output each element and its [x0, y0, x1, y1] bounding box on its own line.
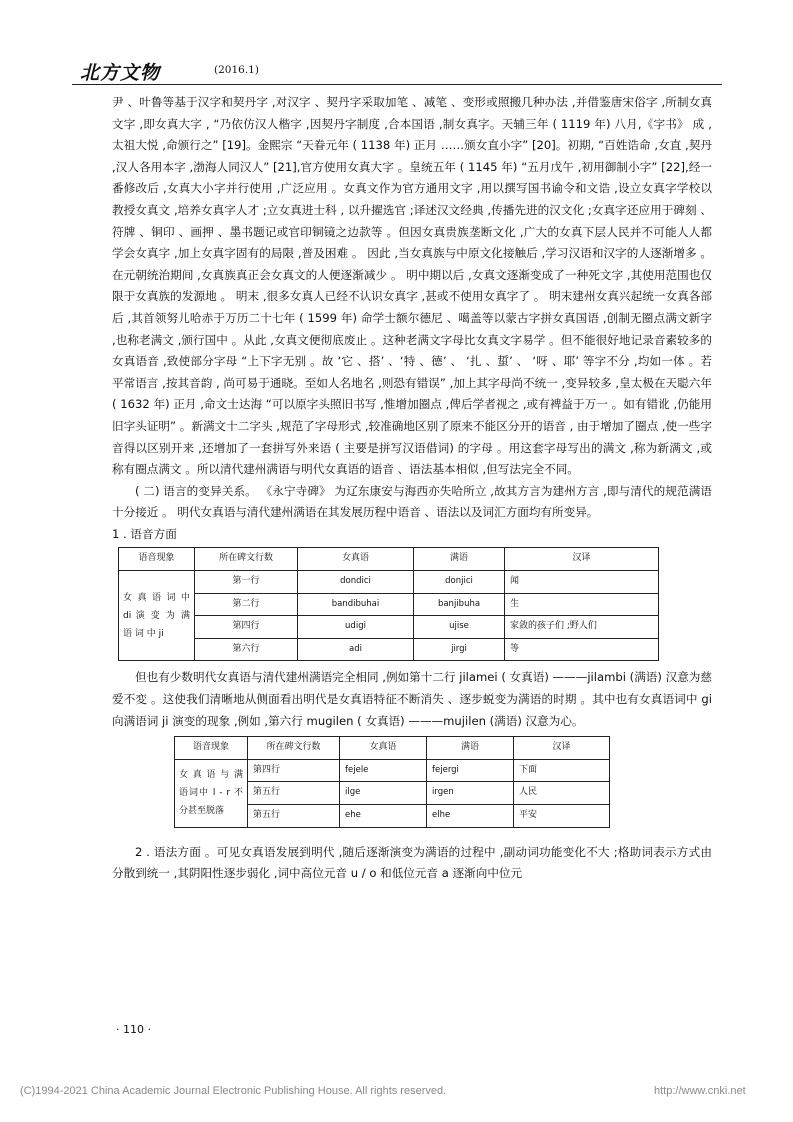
paragraph-1: 尹 、叶鲁等基于汉字和契丹字 ,对汉字 、契丹字采取加笔 、减笔 、变形或照搬几种办法 ,并借鉴唐宋俗字 ,所制女真文字 ,即女真大字 , “乃依仿汉人楷字 ,因契丹字制度 ,合本国语 ,制女真字。天辅三年 ( 1119 年) 八月,《字书》 成 ,太祖大悦 ,命颁行之” [19]。金熙宗 “天眷元年 ( 1138 年) 正月 ……颁女直小字” [20]。初期, “百姓诰命 ,女直 ,契丹 ,汉人各用本字 ,渤海人同汉人” [21],官方使用女真大字 。皇统五年 ( 1145 年) “五月戊午 ,初用御制小字” [22],经一番修改后 ,女真大小字并行使用 ,广泛应用 。女真文作为官方通用文字 ,用以撰写国书谕令和文诰 ,设立女真字学校以教授女真文 ,培养女真字人才 ;立女真进士科 , 以升擢选官 ;译述汉文经典 ,传播先进的汉文化 ;女真字还应用于碑刻 、符牌 、铜印 、画押 、墨书题记或官印铜镜之边款等 。但因女真贵族垄断文化 ,广大的女真下层人民并不可能人人都学会女真字 ,加上女真字固有的局限 ,普及困难 。 因此 ,当女真族与中原文化接触后 ,学习汉语和汉字的人逐渐增多 。在元朝统治期间 ,女真族真正会女真文的人便逐渐减少 。 明中期以后 ,女真文逐渐变成了一种死文字 ,其使用范围也仅限于女真族的发源地 。 明末 ,很多女真人已经不认识女真字 ,甚或不使用女真字了 。 明末建州女真兴起统一女真各部后 ,其首领努儿哈赤于万历二十七年 ( 1599 年) 命学士额尔德尼 、噶盖等以蒙古字拼女真国语 ,创制无圈点满文新字 ,也称老满文 ,颁行国中 。从此 ,女真文便彻底废止 。这种老满文字母比女真文字易学 。但不能很好地记录音素较多的女真语音 ,致使部分字母 “上下字无别 。故 ‘它 、搭’ 、‘特 、德’ 、 ‘扎 、蜇’ 、 ‘呀 、耶’ 等字不分 ,均如一体 。若平常语言 ,按其音韵 , 尚可易于通晓。至如人名地名 ,则恐有错误” ,加上其字母尚不统一 ,变异较多 ,皇太极在天聪六年 ( 1632 年) 正月 ,命文士达海 “可以原字头照旧书写 ,惟增加圈点 ,俾后学者视之 ,或有裨益于万一 。如有错讹 ,仍能用旧字头证明” 。新满文十二字头 ,规范了字母形式 ,较准确地区别了原来不能区分开的语音 , 由于增加了圈点 ,使一些字音得以区别开来 ,还增加了一套拼写外来语 ( 主要是拼写汉语借词) 的字母 。用这套字母写出的满文 ,称为新满文 ,或称有圈点满文 。所以清代建州满语与明代女真语的语音 、语法基本相似 ,但写法完全不同。	[112, 95, 712, 477]
table-row	[175, 759, 610, 782]
chinese-cell: 平安	[514, 805, 610, 828]
journal-header	[72, 50, 722, 85]
line-cell: 第五行	[248, 782, 340, 805]
header-cell: 满语	[427, 737, 514, 760]
page-number: · 110 ·	[116, 1023, 151, 1036]
jurchen-cell: ehe	[340, 805, 427, 828]
paragraph-2: ( 二) 语言的变异关系。 《永宁寺碑》 为辽东康安与海西亦失哈所立 ,故其方言为建州方言 ,即与清代的规范满语十分接近 。 明代女真语与清代建州满语在其发展历程中语音 、语法以及词汇方面均有所变异。	[112, 483, 712, 520]
jurchen-cell: bandibuhai	[298, 593, 414, 616]
line-cell: 第四行	[248, 759, 340, 782]
line-cell: 第二行	[195, 593, 298, 616]
table-row	[119, 593, 659, 616]
table-di-ji	[118, 547, 659, 661]
paragraph-3: 但也有少数明代女真语与清代建州满语完全相同 ,例如第十二行 jilamei ( 女真语) ———jilambi (满语) 汉意为慈爱不変 。这使我们清晰地从侧面看出明代是女真语特征不断消失 、逐步蜕变为满语的时期 。其中也有女真语词中 gi 向满语词 ji 演变的现象 ,例如 ,第六行 mugilen ( 女真语) ———mujilen (满语) 汉意为心。	[112, 670, 712, 728]
jurchen-cell: udigi	[298, 616, 414, 639]
table-row	[119, 571, 659, 594]
issue-number: (2016.1)	[214, 64, 259, 76]
table-l-r	[174, 736, 610, 827]
section-heading-phonetics: 1 . 语音方面	[112, 526, 177, 541]
copyright-notice: (C)1994-2021 China Academic Journal Electronic Publishing House. All rights reserved.	[20, 1085, 447, 1097]
chinese-cell: 家敛的孩子们 ;野人们	[505, 616, 659, 639]
manchu-cell: banjibuha	[414, 593, 505, 616]
header-cell: 女真语	[340, 737, 427, 760]
manchu-cell: donjici	[414, 571, 505, 594]
chinese-cell: 人民	[514, 782, 610, 805]
manchu-cell: fejergi	[427, 759, 514, 782]
header-cell: 语音现象	[119, 548, 195, 571]
footer-url: http://www.cnki.net	[654, 1085, 746, 1097]
journal-logo: 北方文物	[80, 62, 161, 84]
line-cell: 第五行	[248, 805, 340, 828]
manchu-cell: elhe	[427, 805, 514, 828]
manchu-cell: irgen	[427, 782, 514, 805]
table-row	[119, 616, 659, 639]
header-cell: 汉译	[514, 737, 610, 760]
jurchen-cell: adi	[298, 638, 414, 661]
chinese-cell: 闻	[505, 571, 659, 594]
phenomenon-cell: 女 真 语 词 中 di 演 变 为 满 语 词 中 ji	[119, 571, 195, 661]
article-body	[112, 92, 712, 885]
jurchen-cell: dondici	[298, 571, 414, 594]
line-cell: 第四行	[195, 616, 298, 639]
paragraph-4: 2 . 语法方面 。可见女真语发展到明代 ,随后逐渐演变为满语的过程中 ,副动词功能变化不大 ;格助词表示方式由分散到统一 ,其阴阳性逐步弱化 ,词中高位元音 u / o 和低位元音 a 逐渐向中位元	[112, 844, 712, 881]
chinese-cell: 下面	[514, 759, 610, 782]
header-cell: 满语	[414, 548, 505, 571]
header-cell: 语音现象	[175, 737, 248, 760]
jurchen-cell: ilge	[340, 782, 427, 805]
header-cell: 所在碑文行数	[248, 737, 340, 760]
page-footer	[20, 1085, 780, 1097]
chinese-cell: 等	[505, 638, 659, 661]
header-cell: 汉译	[505, 548, 659, 571]
table-row	[119, 638, 659, 661]
line-cell: 第六行	[195, 638, 298, 661]
header-cell: 女真语	[298, 548, 414, 571]
manchu-cell: jirgi	[414, 638, 505, 661]
manchu-cell: ujise	[414, 616, 505, 639]
phenomenon-cell: 女 真 语 与 满语词中 l - r 不分甚至脱落	[175, 759, 248, 827]
jurchen-cell: fejele	[340, 759, 427, 782]
header-cell: 所在碑文行数	[195, 548, 298, 571]
line-cell: 第一行	[195, 571, 298, 594]
chinese-cell: 生	[505, 593, 659, 616]
table-header-row	[119, 548, 659, 571]
table-header-row	[175, 737, 610, 760]
